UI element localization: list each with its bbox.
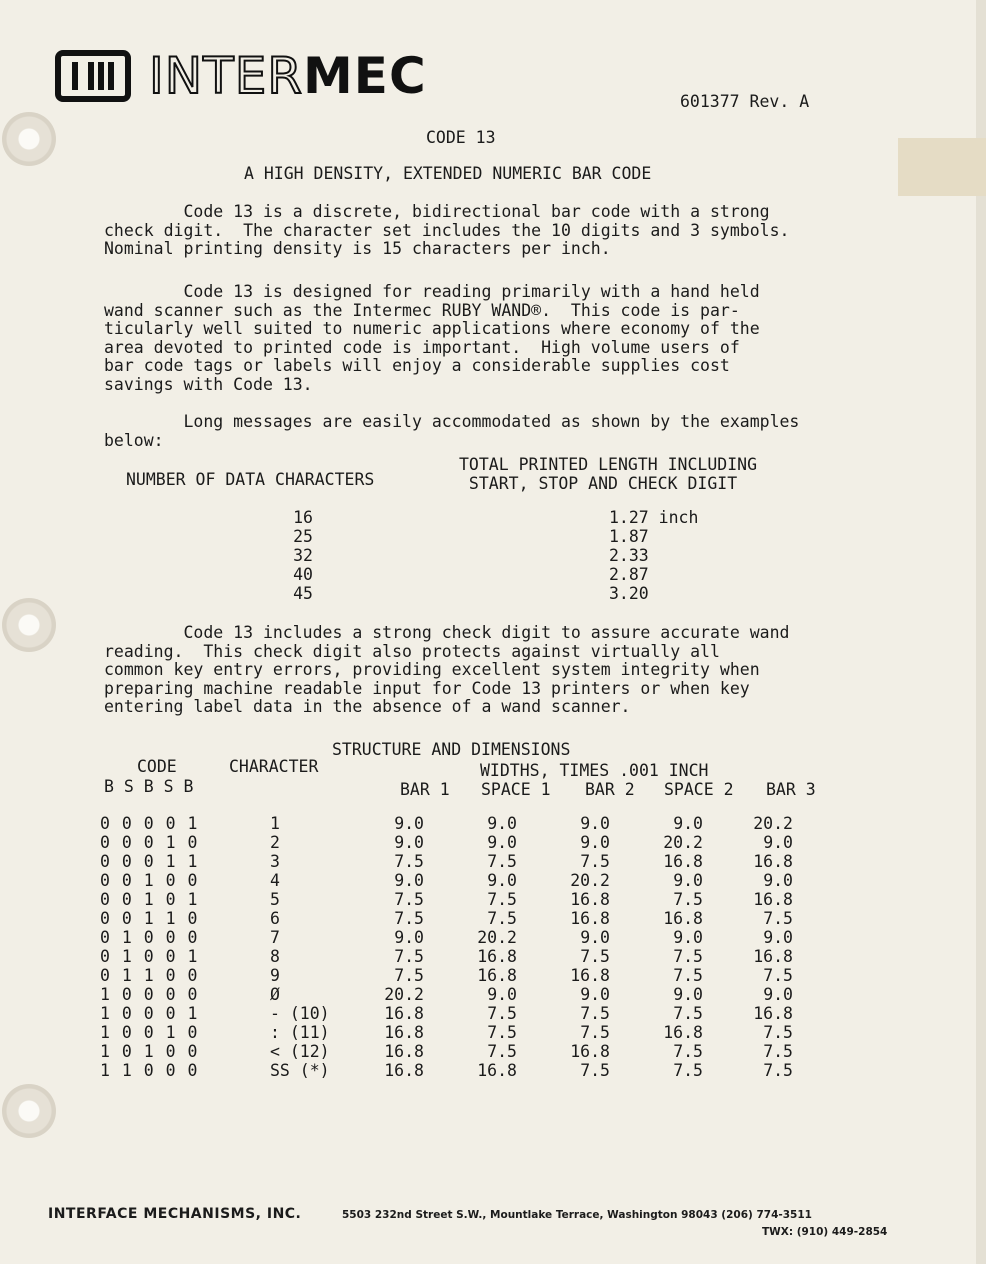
cell-bar3: 7.5 [763, 1042, 793, 1061]
structure-title: STRUCTURE AND DIMENSIONS [332, 740, 571, 759]
cell-space1: 16.8 [477, 947, 517, 966]
cell-char: 7 [270, 928, 280, 947]
cell-bar3: 9.0 [763, 985, 793, 1004]
cell-bar2: 9.0 [580, 985, 610, 1004]
cell-bar1: 16.8 [384, 1023, 424, 1042]
cell-bar3: 7.5 [763, 1061, 793, 1080]
cell-bar3: 9.0 [763, 833, 793, 852]
cell-bar2: 7.5 [580, 1023, 610, 1042]
cell-space1: 20.2 [477, 928, 517, 947]
cell-space1: 7.5 [487, 909, 517, 928]
cell-bar1: 9.0 [394, 833, 424, 852]
cell-bar3: 16.8 [753, 890, 793, 909]
cell-bar3: 7.5 [763, 1023, 793, 1042]
length-total: 1.87 [609, 527, 649, 546]
cell-bar3: 20.2 [753, 814, 793, 833]
punch-hole [2, 598, 56, 652]
cell-space2: 16.8 [663, 852, 703, 871]
cell-space1: 7.5 [487, 852, 517, 871]
cell-code: 0 0 1 0 1 [100, 890, 199, 909]
cell-space1: 7.5 [487, 1004, 517, 1023]
punch-hole [2, 112, 56, 166]
header-code: CODE [137, 757, 177, 776]
cell-bar3: 9.0 [763, 928, 793, 947]
document-title: CODE 13 [426, 128, 496, 147]
paragraph-long-messages: Long messages are easily accommodated as shown by the examples below: [104, 412, 800, 450]
cell-space2: 7.5 [673, 890, 703, 909]
cell-bar2: 9.0 [580, 814, 610, 833]
paragraph-intro: Code 13 is a discrete, bidirectional bar code with a strong check digit. The character set includes the 10 digits and 3 symbols. Nominal printing density is 15 characters per inch. [104, 202, 790, 259]
cell-space2: 7.5 [673, 1004, 703, 1023]
cell-bar1: 9.0 [394, 814, 424, 833]
cell-code: 1 0 0 1 0 [100, 1023, 199, 1042]
structure-table [100, 814, 793, 1080]
footer-company: INTERFACE MECHANISMS, INC. [48, 1206, 302, 1222]
cell-space1: 9.0 [487, 814, 517, 833]
tape-strip [898, 138, 986, 196]
intermec-logo [55, 47, 427, 105]
cell-bar1: 9.0 [394, 928, 424, 947]
length-chars: 32 [293, 546, 313, 565]
cell-space2: 20.2 [663, 833, 703, 852]
cell-char: 6 [270, 909, 280, 928]
cell-bar3: 16.8 [753, 947, 793, 966]
cell-space1: 7.5 [487, 1042, 517, 1061]
cell-char: 4 [270, 871, 280, 890]
cell-bar1: 7.5 [394, 947, 424, 966]
cell-code: 0 0 1 0 0 [100, 871, 199, 890]
header-space2: SPACE 2 [664, 780, 734, 799]
cell-code: 1 1 0 0 0 [100, 1061, 199, 1080]
cell-code: 0 1 0 0 0 [100, 928, 199, 947]
cell-space2: 9.0 [673, 814, 703, 833]
cell-bar1: 16.8 [384, 1042, 424, 1061]
cell-char: : (11) [270, 1023, 330, 1042]
length-chars: 25 [293, 527, 313, 546]
logo-mark-icon [55, 50, 131, 102]
cell-bar2: 9.0 [580, 928, 610, 947]
cell-bar1: 9.0 [394, 871, 424, 890]
cell-code: 0 1 0 0 1 [100, 947, 199, 966]
cell-space2: 16.8 [663, 909, 703, 928]
cell-char: 2 [270, 833, 280, 852]
cell-bar2: 20.2 [570, 871, 610, 890]
cell-char: 1 [270, 814, 280, 833]
cell-space2: 7.5 [673, 1042, 703, 1061]
cell-code: 0 0 0 1 1 [100, 852, 199, 871]
cell-space2: 7.5 [673, 1061, 703, 1080]
cell-bar2: 7.5 [580, 852, 610, 871]
length-header-total: TOTAL PRINTED LENGTH INCLUDING START, STOP AND CHECK DIGIT [459, 455, 758, 493]
length-chars: 16 [293, 508, 313, 527]
cell-char: 8 [270, 947, 280, 966]
length-total: 2.87 [609, 565, 649, 584]
table-row [100, 985, 793, 1004]
header-character: CHARACTER [229, 757, 319, 776]
table-row [100, 928, 793, 947]
cell-bar3: 7.5 [763, 966, 793, 985]
table-row [100, 1023, 793, 1042]
punch-hole [2, 1084, 56, 1138]
cell-bar2: 9.0 [580, 833, 610, 852]
cell-space2: 9.0 [673, 985, 703, 1004]
paragraph-check-digit: Code 13 includes a strong check digit to assure accurate wand reading. This check digit also protects against virtually all common key entry errors, providing excellent system integrity when preparing machine readable input for Code 13 printers or when key entering label data in the absence of a wand scanner. [104, 623, 790, 717]
header-widths: WIDTHS, TIMES .001 INCH [480, 761, 709, 780]
table-row [100, 1061, 793, 1080]
cell-bar2: 7.5 [580, 1061, 610, 1080]
header-bar2: BAR 2 [585, 780, 635, 799]
cell-code: 1 0 1 0 0 [100, 1042, 199, 1061]
cell-bar2: 7.5 [580, 947, 610, 966]
cell-char: SS (*) [270, 1061, 330, 1080]
length-chars: 45 [293, 584, 313, 603]
cell-char: Ø [270, 985, 280, 1004]
length-header-chars: NUMBER OF DATA CHARACTERS [126, 470, 375, 489]
table-row [100, 909, 793, 928]
table-row [100, 1004, 793, 1023]
length-total: 1.27 inch [609, 508, 699, 527]
cell-bar3: 16.8 [753, 852, 793, 871]
table-row [100, 890, 793, 909]
header-space1: SPACE 1 [481, 780, 551, 799]
cell-bar1: 16.8 [384, 1004, 424, 1023]
logo-mec-text: MEC [303, 47, 427, 105]
logo-inter-text: INTER [149, 47, 304, 105]
cell-char: 3 [270, 852, 280, 871]
paragraph-wand: Code 13 is designed for reading primarily with a hand held wand scanner such as the Intermec RUBY WAND®. This code is par- ticularly well suited to numeric applications where economy of the area devoted to printed code is important. High volume users of bar code tags or labels will enjoy a considerable supplies cost savings with Code 13. [104, 282, 760, 394]
header-bar3: BAR 3 [766, 780, 816, 799]
cell-code: 1 0 0 0 0 [100, 985, 199, 1004]
header-bar1: BAR 1 [400, 780, 450, 799]
table-row [100, 871, 793, 890]
cell-code: 0 0 0 0 1 [100, 814, 199, 833]
table-row [100, 833, 793, 852]
cell-space1: 16.8 [477, 966, 517, 985]
cell-bar2: 16.8 [570, 909, 610, 928]
table-row [100, 947, 793, 966]
table-row [100, 966, 793, 985]
cell-bar1: 20.2 [384, 985, 424, 1004]
cell-bar1: 7.5 [394, 909, 424, 928]
cell-bar1: 7.5 [394, 890, 424, 909]
footer-twx: TWX: (910) 449-2854 [762, 1226, 888, 1238]
cell-char: - (10) [270, 1004, 330, 1023]
cell-bar3: 9.0 [763, 871, 793, 890]
document-subtitle: A HIGH DENSITY, EXTENDED NUMERIC BAR CODE [244, 164, 652, 183]
length-chars: 40 [293, 565, 313, 584]
cell-char: < (12) [270, 1042, 330, 1061]
cell-space1: 9.0 [487, 833, 517, 852]
cell-bar1: 7.5 [394, 966, 424, 985]
cell-bar2: 16.8 [570, 890, 610, 909]
logo-wordmark [149, 47, 427, 105]
cell-bar2: 16.8 [570, 966, 610, 985]
cell-bar1: 16.8 [384, 1061, 424, 1080]
cell-space1: 7.5 [487, 890, 517, 909]
cell-char: 9 [270, 966, 280, 985]
cell-code: 1 0 0 0 1 [100, 1004, 199, 1023]
footer-address: 5503 232nd Street S.W., Mountlake Terrace, Washington 98043 (206) 774-3511 [342, 1209, 812, 1221]
cell-code: 0 1 1 0 0 [100, 966, 199, 985]
cell-space2: 7.5 [673, 947, 703, 966]
length-total: 3.20 [609, 584, 649, 603]
table-row [100, 852, 793, 871]
cell-space2: 9.0 [673, 928, 703, 947]
cell-space2: 7.5 [673, 966, 703, 985]
length-total: 2.33 [609, 546, 649, 565]
table-row [100, 814, 793, 833]
length-chars-column [253, 508, 313, 603]
cell-bar3: 7.5 [763, 909, 793, 928]
cell-bar3: 16.8 [753, 1004, 793, 1023]
cell-bar2: 16.8 [570, 1042, 610, 1061]
cell-space2: 9.0 [673, 871, 703, 890]
cell-space1: 7.5 [487, 1023, 517, 1042]
header-bsbsb: B S B S B [104, 777, 194, 796]
cell-code: 0 0 1 1 0 [100, 909, 199, 928]
length-total-column [609, 508, 698, 603]
cell-space1: 9.0 [487, 871, 517, 890]
cell-code: 0 0 0 1 0 [100, 833, 199, 852]
table-row [100, 1042, 793, 1061]
cell-space1: 16.8 [477, 1061, 517, 1080]
cell-char: 5 [270, 890, 280, 909]
revision-number: 601377 Rev. A [680, 92, 810, 111]
cell-space1: 9.0 [487, 985, 517, 1004]
cell-bar1: 7.5 [394, 852, 424, 871]
cell-space2: 16.8 [663, 1023, 703, 1042]
cell-bar2: 7.5 [580, 1004, 610, 1023]
